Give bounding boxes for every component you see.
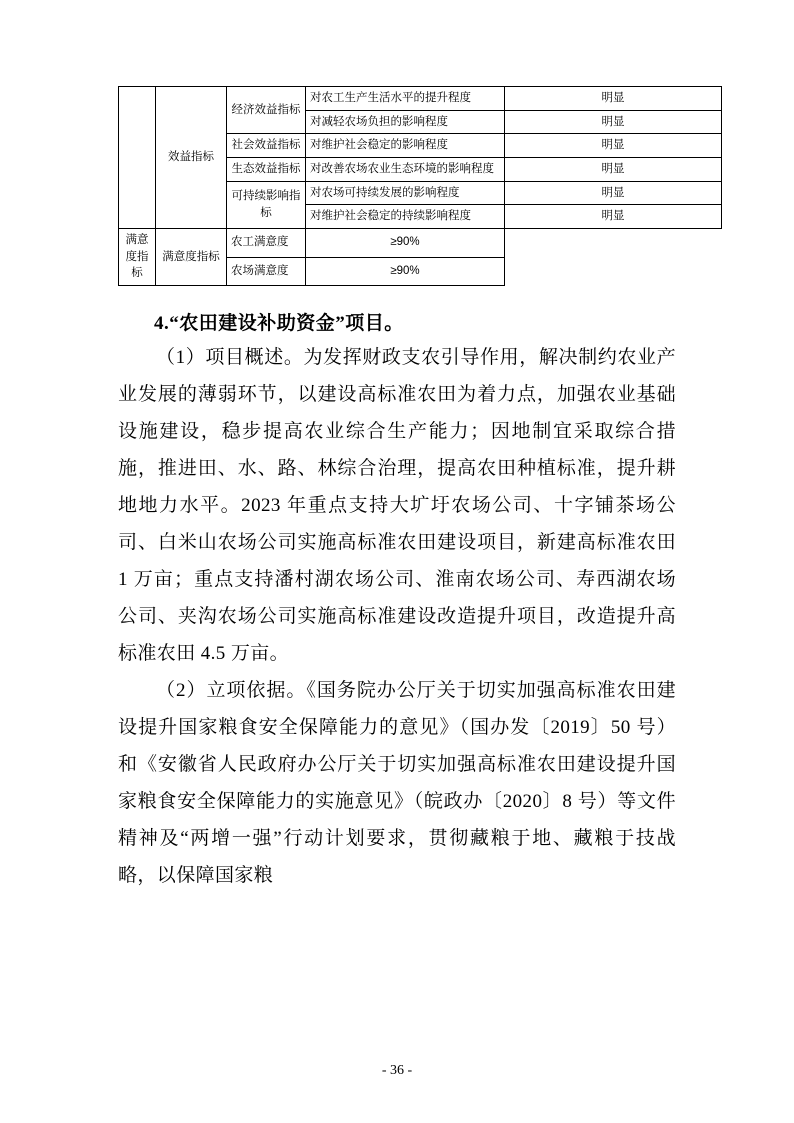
table-cell-value: 明显 [505, 110, 722, 134]
table-cell-value: 明显 [505, 134, 722, 158]
table-cell-item: 对维护社会稳定的持续影响程度 [306, 205, 505, 229]
page-footer: - 36 - [381, 1063, 413, 1078]
table-row [119, 87, 722, 111]
table-cell-sub-economic: 经济效益指标 [227, 87, 306, 134]
table-cell-group-benefit: 效益指标 [156, 87, 227, 229]
table-cell-item: 农场满意度 [227, 257, 306, 286]
table-cell-value: ≥90% [306, 257, 505, 286]
table-cell-sub-satisfaction: 满意度指标 [156, 229, 227, 286]
table-cell-item: 对维护社会稳定的影响程度 [306, 134, 505, 158]
table-cell-empty [119, 87, 156, 229]
table-body [119, 87, 722, 286]
table-cell-item: 农工满意度 [227, 229, 306, 258]
paragraph-project-basis: （2）立项依据。《国务院办公厅关于切实加强高标准农田建设提升国家粮食安全保障能力的意见》（国办发〔2019〕50 号）和《安徽省人民政府办公厅关于切实加强高标准农田建设提升国家粮食安全保障能力的实施意见》（皖政办〔2020〕8 号）等文件精神及“两增一强”行动计划要求，贯彻藏粮于地、藏粮于技战略，以保障国家粮 [118, 680, 676, 887]
table-cell-sub-sustainable: 可持续影响指标 [227, 181, 306, 228]
indicator-table [118, 86, 722, 286]
table-cell-value: 明显 [505, 87, 722, 111]
table-cell-value: ≥90% [306, 229, 505, 258]
table-cell-value: 明显 [505, 158, 722, 182]
table-cell-sub-ecological: 生态效益指标 [227, 158, 306, 182]
table-cell-item: 对农场可持续发展的影响程度 [306, 181, 505, 205]
table-cell-value: 明显 [505, 205, 722, 229]
table-cell-item: 对减轻农场负担的影响程度 [306, 110, 505, 134]
paragraph-project-overview: （1）项目概述。为发挥财政支农引导作用，解决制约农业产业发展的薄弱环节，以建设高标准农田为着力点，加强农业基础设施建设，稳步提高农业综合生产能力；因地制宜采取综合措施，推进田、水、路、林综合治理，提高农田种植标准，提升耕地地力水平。2023 年重点支持大圹圩农场公司、十字铺茶场公司、白米山农场公司实施高标准农田建设项目，新建高标准农田 1 万亩；重点支持潘村湖农场公司、淮南农场公司、寿西湖农场公司、夹沟农场公司实施高标准建设改造提升项目，改造提升高标准农田 4.5 万亩。 [118, 347, 676, 665]
table-cell-group-satisfaction: 满意度指标 [119, 229, 156, 286]
table-cell-item: 对农工生产生活水平的提升程度 [306, 87, 505, 111]
table-cell-item: 对改善农场农业生态环境的影响程度 [306, 158, 505, 182]
table-row [119, 229, 722, 258]
table-cell-sub-social: 社会效益指标 [227, 134, 306, 158]
table-cell-value: 明显 [505, 181, 722, 205]
section-heading: 4.“农田建设补助资金”项目。 [154, 313, 404, 335]
